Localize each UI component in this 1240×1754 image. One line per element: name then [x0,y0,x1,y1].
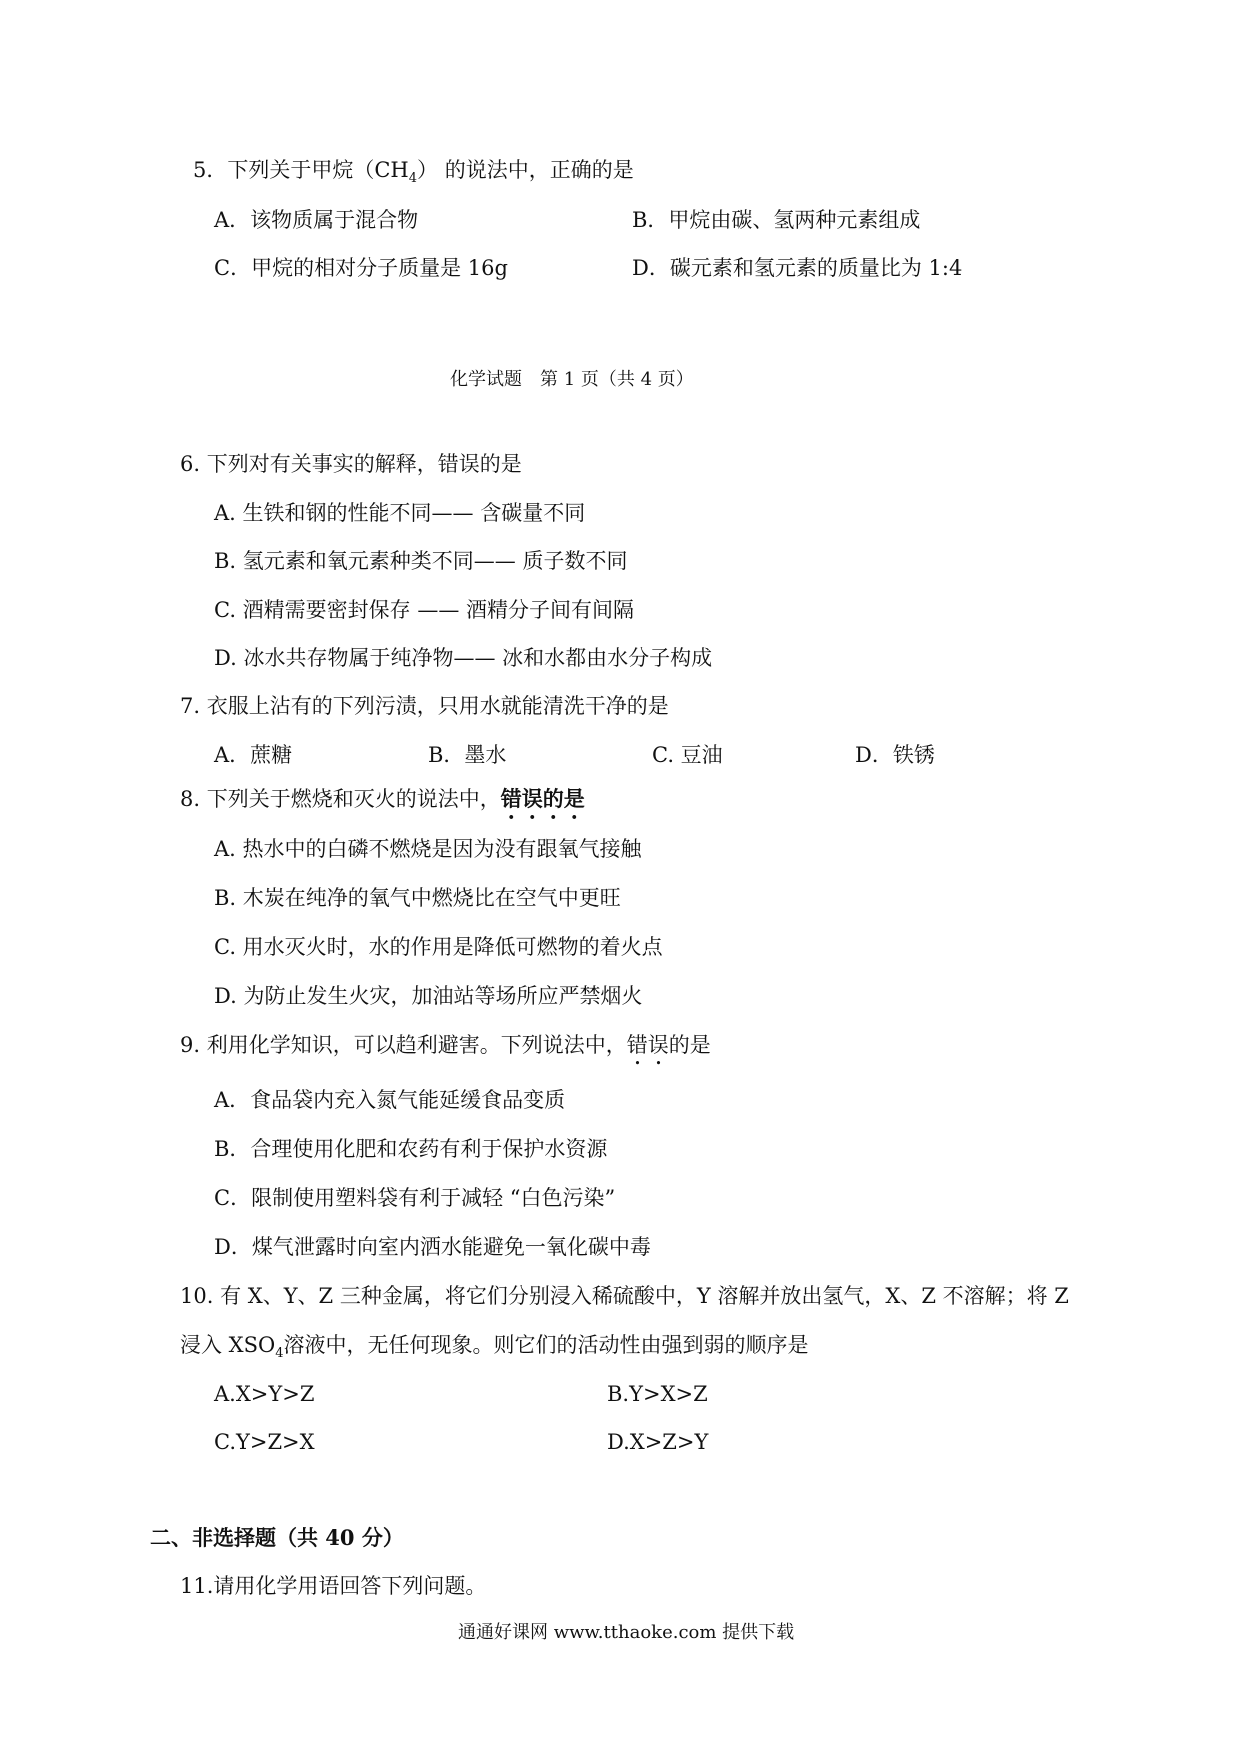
q6-stem: 6. 下列对有关事实的解释，错误的是 [180,452,522,476]
q9-option-c: C．限制使用塑料袋有利于减轻 “白色污染” [214,1186,616,1210]
page-number-footer: 化学试题 第 1 页（共 4 页） [450,369,694,390]
q10-option-c: C.Y>Z>X [214,1430,315,1454]
q5-option-a: A．该物质属于混合物 [214,208,419,232]
section-heading: 二、非选择题（共 40 分） [150,1525,404,1550]
q6-option-d: D. 冰水共存物属于纯净物—— 冰和水都由水分子构成 [214,646,713,670]
q9-option-a: A．食品袋内充入氮气能延缓食品变质 [214,1088,566,1112]
q9-emphasis: 错误 [626,1033,669,1057]
q6-option-a: A. 生铁和钢的性能不同—— 含碳量不同 [214,501,586,525]
q8-option-b: B. 木炭在纯净的氧气中燃烧比在空气中更旺 [214,886,621,910]
q6-option-c: C. 酒精需要密封保存 —— 酒精分子间有间隔 [214,598,635,622]
q7-stem: 7. 衣服上沾有的下列污渍，只用水就能清洗干净的是 [180,694,669,718]
q10-option-a: A.X>Y>Z [214,1382,315,1406]
watermark-footer: 通通好课网 www.tthaoke.com 提供下载 [458,1622,795,1643]
q8-option-d: D. 为防止发生火灾，加油站等场所应严禁烟火 [214,984,643,1008]
q10-stem-line2: 浸入 $XSO_4$溶液中，无任何现象。则它们的活动性由强到弱的顺序是 [180,1333,809,1362]
q8-stem: 8. 下列关于燃烧和灭火的说法中，错误的是 [180,786,585,811]
q7-option-b: B．墨水 [428,743,507,767]
q10-option-d: D.X>Z>Y [607,1430,709,1454]
q9-option-d: D．煤气泄露时向室内洒水能避免一氧化碳中毒 [214,1235,651,1259]
q5-option-c: C．甲烷的相对分子质量是 16g [214,256,508,280]
q7-option-a: A．蔗糖 [214,743,293,767]
q9-stem: 9. 利用化学知识，可以趋利避害。下列说法中，错误的是 [180,1033,711,1057]
q11-stem: 11.请用化学用语回答下列问题。 [180,1574,487,1598]
q8-option-c: C. 用水灭火时，水的作用是降低可燃物的着火点 [214,935,663,959]
q7-option-d: D．铁锈 [855,743,935,767]
q6-option-b: B. 氢元素和氧元素种类不同—— 质子数不同 [214,549,628,573]
q8-emphasis: 错误的是 [500,786,585,811]
q9-option-b: B．合理使用化肥和农药有利于保护水资源 [214,1137,608,1161]
q5-option-b: B．甲烷由碳、氢两种元素组成 [632,208,921,232]
q5-stem: 5．下列关于甲烷$(CH_4)$ 的说法中，正确的是 [193,158,634,187]
q8-option-a: A. 热水中的白磷不燃烧是因为没有跟氧气接触 [214,837,642,861]
q10-option-b: B.Y>X>Z [607,1382,708,1406]
q7-option-c: C. 豆油 [652,743,723,767]
q10-stem-line1: 10. 有 X、Y、Z 三种金属，将它们分别浸入稀硫酸中，Y 溶解并放出氢气，X、Z 不溶解；将 Z [180,1284,1069,1308]
q5-option-d: D．碳元素和氢元素的质量比为 1:4 [632,256,963,280]
